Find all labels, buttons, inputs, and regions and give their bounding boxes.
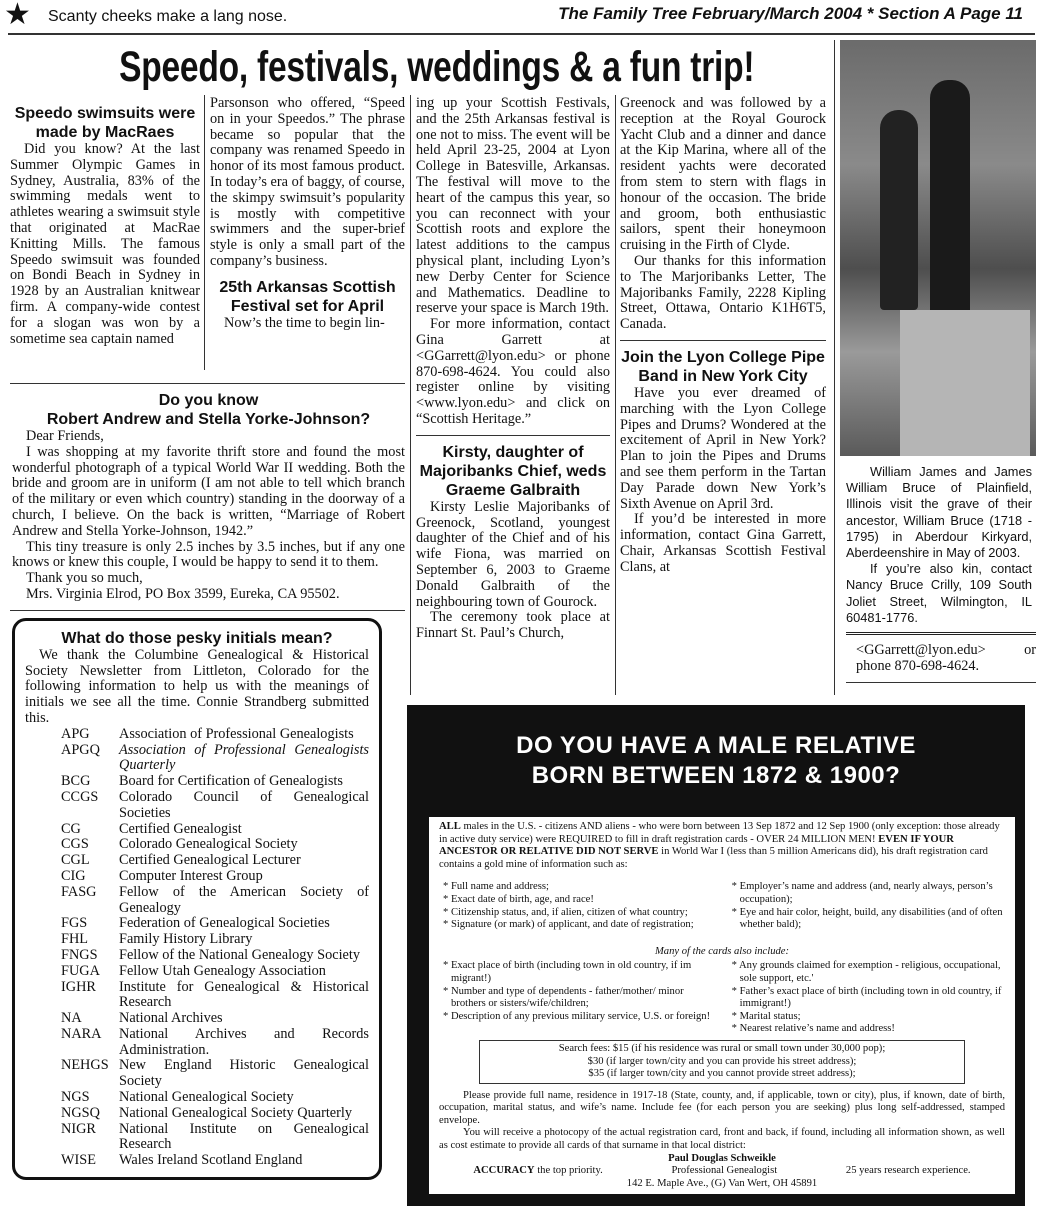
initials-item (25, 790, 369, 822)
divider (8, 33, 1035, 35)
arkansas-heading: 25th Arkansas Scottish Festival set for April (219, 278, 396, 315)
arkansas-text: ing up your Scottish Festivals, and the 25th Arkansas festival is one not to miss. The event will be held April 23-25, 2004 at Lyon College in Batesville, Arkansas. The festival will move to the heart of the campus this year, so you can reconnect with your Scottish roots and explore the latest additions to the campus physical plant, including Lyon’s new Derby Center for Science and Mathematics. Deadline to reserve your space is March 19th. (416, 95, 610, 317)
kirsty-thanks: Our thanks for this information to The Marjoribanks Letter, The Majoribanks Family, 2228 Kipling Street, Ottawa, Ontario K1H6T5, Canada. (620, 252, 826, 333)
doyouknow-article (10, 391, 405, 603)
doyouknow-heading: Do you know (158, 392, 259, 409)
ad-title-line2: BORN BETWEEN 1872 & 1900? (531, 762, 901, 789)
initials-item (25, 916, 369, 932)
initials-abbr: CCGS (61, 788, 99, 805)
ad-list-item: * Description of any previous military service, U.S. or foreign! (443, 1010, 711, 1022)
ad-list-item: * Employer’s name and address (and, nearly always, person’s occupation); (731, 881, 993, 905)
extra-list-left (439, 960, 716, 1036)
initials-item (25, 774, 369, 790)
letter-text: I was shopping at my favorite thrift store and found the most wonderful photograph of a typical World War II wedding. Both the bride and groom are in uniform (I am not able to tell which branch of the military or even which country) standing in the doorway of a church, I believe. On the back is written, “Marriage of Robert Andrew and Stella Yorke-Johnson, 1942.” (12, 443, 405, 539)
arkansas-text-start: Now’s the time to begin lin- (224, 314, 385, 331)
initials-abbr: FHL (61, 931, 89, 948)
divider (10, 610, 405, 611)
page-headline: Speedo, festivals, weddings & a fun trip! (119, 43, 755, 91)
left-lower-section (10, 383, 405, 1180)
initials-meaning: Federation of Genealogical Societies (119, 915, 330, 932)
ad-list-item: $35 (if larger town/city and you cannot provide street address); (588, 1068, 856, 1080)
initials-meaning: Colorado Council of Genealogical Societies (119, 788, 369, 821)
initials-abbr: CIG (61, 867, 86, 884)
person-silhouette (880, 110, 918, 310)
initials-abbr: NARA (61, 1025, 102, 1042)
initials-abbr: IGHR (61, 978, 96, 995)
initials-meaning: Fellow of the National Genealogy Society (119, 946, 361, 963)
speedo-heading: Speedo swimsuits were made by MacRaes (14, 105, 196, 141)
divider (10, 383, 405, 384)
kirsty-article-cont (620, 96, 826, 333)
initials-item (25, 1058, 369, 1090)
arkansas-article (416, 96, 610, 428)
ad-body (429, 817, 1015, 1194)
initials-abbr: BCG (61, 773, 91, 790)
caption-text: William James and James William Bruce of Plainfield, Illinois visit the grave of their ancestor, William Bruce (1718 - 1795) in Aberdour Kirkyard, Aberdeenshire in May of 2003. (846, 464, 1032, 561)
initials-abbr: FASG (61, 883, 97, 900)
initials-intro: We thank the Columbine Genealogical & Historical Society Newsletter from Littleton, Colorado for the following information to help us with the meanings of initials we see all the time. Connie Strandberg submitted this. (25, 646, 369, 726)
ad-list-item: * Full name and address; (443, 881, 549, 893)
initials-item (25, 1027, 369, 1059)
person-silhouette (930, 80, 970, 320)
ad-list-item: * Exact place of birth (including town in old country, if im migrant!) (443, 960, 692, 984)
ad-list-item: * Nearest relative’s name and address! (731, 1023, 895, 1035)
initials-abbr: WISE (61, 1152, 96, 1169)
ad-intro-2: in World War I (less than 5 million Americans did), his draft registration card contains a gold mine of information such as: (439, 846, 988, 870)
profession: Professional Genealogist (671, 1165, 778, 1177)
initials-meaning: National Institute on Genealogical Research (119, 1120, 369, 1153)
initials-meaning: Certified Genealogical Lecturer (119, 852, 301, 869)
accuracy-text: the top priority. (534, 1165, 603, 1177)
initials-item (25, 822, 369, 838)
ad-list-item: * Father’s exact place of birth (including town in old country, if immigrant!) (731, 985, 1002, 1010)
ad-list-item: * Citizenship status, and, if alien, citizen of what country; (443, 906, 688, 918)
grave-slab (900, 310, 1030, 456)
initials-abbr: FGS (61, 915, 88, 932)
pipeband-text: Have you ever dreamed of marching with the Lyon College Pipes and Drums? Wondered at the excitement of April in New York? Plan to join the Pipes and Drums and see them perform in the Tartan Day Parade down New York’s Sixth Avenue on April 3rd. (620, 384, 826, 512)
photo-caption (840, 464, 1036, 626)
arkansas-contact: For more information, contact Gina Garrett at <GGarrett@lyon.edu> or phone 870-698-4624. You could also register online by visiting <www.lyon.edu> and click on “Scottish Heritage.” (416, 316, 610, 427)
divider (416, 435, 610, 436)
info-list-right (728, 881, 1005, 931)
pipeband-contact-text: <GGarrett@lyon.edu> or phone 870-698-4624. (856, 642, 1036, 674)
initials-abbr: CGL (61, 852, 90, 869)
initials-item (25, 885, 369, 917)
initials-meaning: National Archives and Records Administration. (119, 1025, 369, 1058)
initials-item (25, 743, 369, 775)
letter-closing: Thank you so much, (26, 570, 143, 587)
speedo-article-col1 (10, 104, 200, 347)
initials-item (25, 853, 369, 869)
divider (846, 682, 1036, 683)
ad-list-item: * Eye and hair color, height, build, any disabilities (and of often whether bald); (731, 906, 1003, 931)
initials-meaning: Colorado Genealogical Society (119, 836, 298, 853)
kirsty-text-2: The ceremony took place at Finnart St. Paul’s Church, (416, 609, 610, 642)
draft-card-advertisement (407, 705, 1025, 1206)
ad-title-line1: DO YOU HAVE A MALE RELATIVE (516, 732, 916, 759)
info-list-left (439, 881, 716, 931)
initials-meaning: Board for Certification of Genealogists (119, 773, 343, 790)
extra-list-right (728, 960, 1005, 1036)
ad-bold: ACCURACY (473, 1165, 535, 1177)
initials-abbr: CG (61, 820, 81, 837)
initials-item (25, 837, 369, 853)
initials-item (25, 948, 369, 964)
speedo-text-cont: Parsonson who offered, “Speed on in your Speedos.” The phrase became so popular that the company was renamed Speedo in honor of its most famous product. In today’s era of baggy, of course, the skimpy swimsuit’s popularity is mostly with competitive swimmers and the super-brief style is only a small part of the company’s business. (210, 95, 405, 269)
speedo-text: Did you know? At the last Summer Olympic Games in Sydney, Australia, 83% of the swimming medals went to athletes wearing a swimsuit style that originated at MacRae Knitting Mills. The famous Speedo swimsuit was founded on Bondi Beach in Sydney in 1928 by an Australian knitwear firm. A company-wide contest for a slogan was won by a sometime sea captain named (10, 141, 200, 347)
pipeband-contact (840, 643, 1036, 675)
initials-item (25, 1106, 369, 1122)
initials-heading: What do those pesky initials mean? (61, 629, 333, 647)
ad-receive-text: You will receive a photocopy of the actual registration card, front and back, if found, including all information shown, as well as cost estimate to provide all cards of that surname in that local district: (439, 1127, 1005, 1152)
initials-meaning: National Genealogical Society Quarterly (119, 1104, 353, 1121)
ad-provide-text: Please provide full name, residence in 1917-18 (State, county, and, if applicable, town or city), plus, if known, date of birth, occupation, marital status, and wife’s name. Include fee (for each person you are seeking) plus long self-addressed, stamped envelope. (439, 1089, 1005, 1126)
search-fees-box (479, 1040, 965, 1084)
initials-meaning: Fellow of the American Society of Genealogy (119, 883, 369, 916)
column-4 (620, 96, 826, 576)
initials-meaning: Certified Genealogist (119, 820, 242, 837)
initials-item (25, 980, 369, 1012)
ad-intro: males in the U.S. - citizens AND aliens - who were born between 13 Sep 1872 and 12 Sep 1900 (only exception: those already in active duty service) were REQUIRED to fill in draft registration cards - OVER 24 MILLION MEN! (439, 821, 1000, 845)
pipeband-article (620, 348, 826, 576)
motto: Scanty cheeks make a lang nose. (48, 8, 288, 25)
initials-meaning: Family History Library (119, 931, 253, 948)
letter-signature: Mrs. Virginia Elrod, PO Box 3599, Eureka, CA 95502. (26, 585, 340, 602)
initials-item (25, 1011, 369, 1027)
initials-abbr: NEHGS (61, 1057, 109, 1074)
initials-meaning: Association of Professional Genealogists (119, 725, 354, 742)
kirsty-heading: Kirsty, daughter of Majoribanks Chief, weds Graeme Galbraith (419, 443, 607, 499)
ad-list-item: * Marital status; (731, 1010, 801, 1022)
genealogist-name: Paul Douglas Schweikle (668, 1152, 776, 1164)
initials-box (12, 618, 382, 1180)
initials-abbr: NGSQ (61, 1104, 100, 1121)
initials-meaning: Fellow Utah Genealogy Association (119, 962, 326, 979)
initials-abbr: NIGR (61, 1120, 96, 1137)
column-3 (416, 96, 610, 642)
pipeband-heading: Join the Lyon College Pipe Band in New York City (621, 348, 825, 385)
wavy-divider (846, 632, 1036, 635)
doyouknow-subheading: Robert Andrew and Stella Yorke-Johnson? (46, 411, 371, 428)
column-rule (834, 40, 835, 695)
caption-contact: If you’re also kin, contact Nancy Bruce Crilly, 109 South Joliet Street, Wilmington, IL 60481-1776. (846, 561, 1032, 625)
ad-list-item: * Number and type of dependents - father/mother/ minor brothers or sisters/wife/children; (443, 985, 684, 1010)
masthead: The Family Tree February/March 2004 * Section A Page 11 (558, 4, 1023, 23)
initials-item (25, 1090, 369, 1106)
initials-meaning: National Archives (119, 1010, 223, 1027)
star-icon: ★ (4, 0, 31, 31)
ad-list-item: * Signature (or mark) of applicant, and date of registration; (443, 919, 694, 931)
column-rule (615, 95, 616, 695)
initials-item (25, 964, 369, 980)
ad-bold: ALL (439, 821, 461, 832)
ad-list-item: * Any grounds claimed for exemption - religious, occupational, sole support, etc.' (731, 960, 1001, 984)
initials-list (25, 727, 369, 1169)
initials-abbr: FUGA (61, 962, 100, 979)
speedo-article-col2 (210, 96, 405, 332)
initials-meaning: Institute for Genealogical & Historical Research (119, 978, 369, 1011)
initials-item (25, 727, 369, 743)
salutation: Dear Friends, (26, 428, 104, 444)
initials-meaning: Association of Professional Genealogists Quarterly (119, 741, 369, 774)
kirsty-article (416, 443, 610, 642)
initials-item (25, 932, 369, 948)
divider (620, 340, 826, 341)
initials-item (25, 1153, 369, 1169)
column-5 (840, 40, 1036, 690)
initials-abbr: APGQ (61, 741, 100, 758)
also-include-heading: Many of the cards also include: (654, 945, 790, 957)
initials-abbr: FNGS (61, 946, 98, 963)
kirsty-text-3: Greenock and was followed by a reception at the Royal Gourock Yacht Club and a dinner and dance at the Kip Marina, where all of the resident yachts were decorated from stem to stern with flags in honour of the occasion. The bride and groom, both enthusiastic sailors, spent their honeymoon cruising in the Firth of Clyde. (620, 95, 826, 254)
initials-abbr: APG (61, 725, 90, 742)
genealogist-address: 142 E. Maple Ave., (G) Van Wert, OH 45891 (626, 1177, 818, 1189)
ad-list-item: * Exact date of birth, age, and race! (443, 893, 594, 905)
photo-bruce-grave (840, 40, 1036, 456)
ad-list-item: $30 (if larger town/city and you can provide his street address); (587, 1055, 857, 1067)
column-rule (204, 95, 205, 370)
initials-item (25, 1122, 369, 1154)
letter-text-2: This tiny treasure is only 2.5 inches by 3.5 inches, but if any one knows or knew this couple, I would be happy to send it to them. (12, 538, 405, 571)
column-rule (410, 95, 411, 695)
initials-abbr: NGS (61, 1089, 90, 1106)
initials-meaning: National Genealogical Society (119, 1089, 294, 1106)
initials-item (25, 869, 369, 885)
initials-abbr: NA (61, 1010, 82, 1027)
initials-abbr: CGS (61, 836, 89, 853)
initials-meaning: New England Historic Genealogical Society (119, 1057, 369, 1090)
pipeband-text-2: If you’d be interested in more information, contact Gina Garrett, Chair, Arkansas Scottish Festival Clans, at (620, 511, 826, 575)
experience: 25 years research experience. (845, 1165, 971, 1177)
ad-list-item: Search fees: $15 (if his residence was rural or small town under 30,000 pop); (558, 1042, 886, 1054)
ad-bold: EVEN IF YOUR ANCESTOR OR RELATIVE DID NOT SERVE (439, 833, 954, 858)
initials-meaning: Computer Interest Group (119, 867, 263, 884)
initials-meaning: Wales Ireland Scotland England (119, 1152, 303, 1169)
kirsty-text: Kirsty Leslie Majoribanks of Greenock, Scotland, youngest daughter of the Chief and of his wife Fiona, was married on September 6, 2003 to Graeme Donald Galbraith of the neighbouring town of Gourock. (416, 498, 610, 610)
